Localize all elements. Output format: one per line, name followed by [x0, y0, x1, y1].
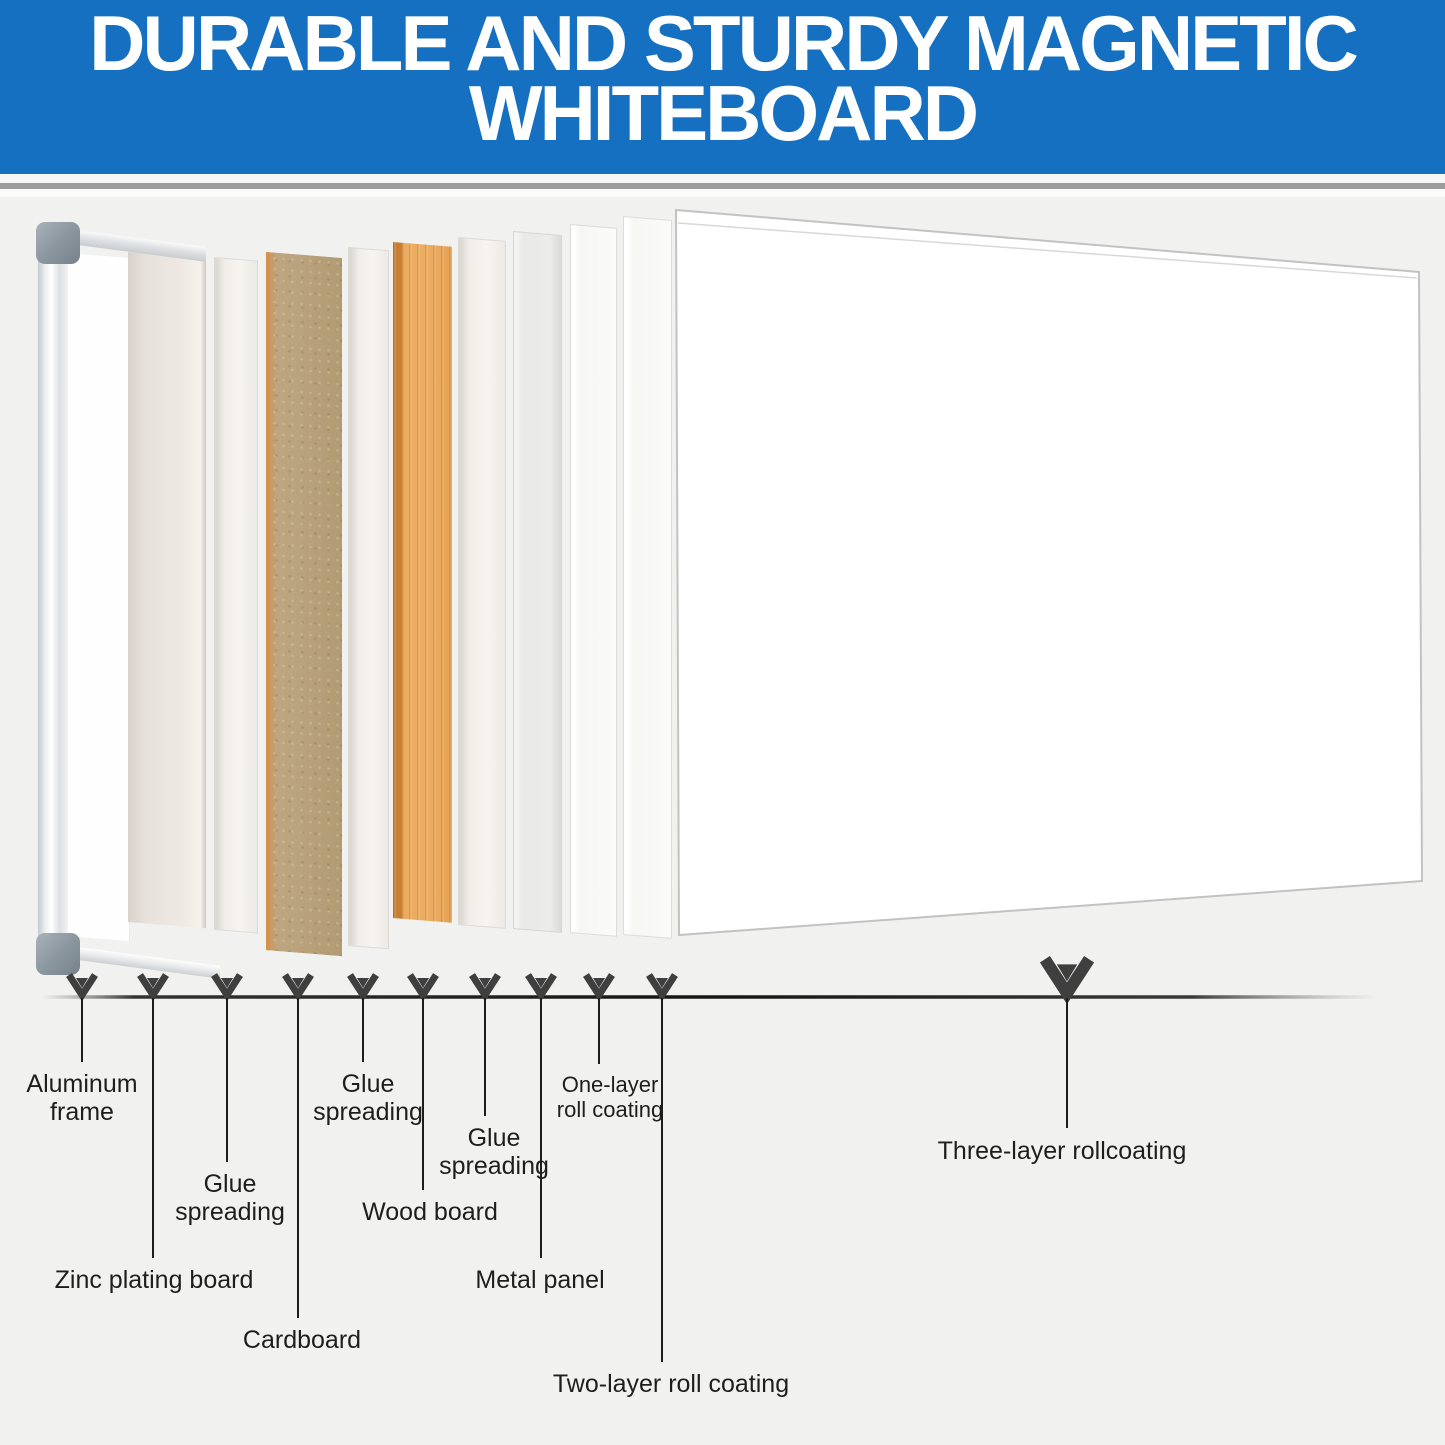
- arrow-down-icon: [472, 975, 498, 995]
- title-line-1: DURABLE AND STURDY MAGNETIC: [89, 0, 1356, 87]
- label-text: One-layer: [561, 1072, 659, 1097]
- title-line-2: WHITEBOARD: [468, 69, 977, 157]
- label-text: Zinc plating board: [54, 1266, 254, 1294]
- label-text: Aluminum: [26, 1070, 138, 1098]
- label-zinc-plating-board: [24, 1266, 284, 1294]
- arrow-down-icon: [285, 975, 311, 995]
- label-text: Glue: [341, 1070, 395, 1098]
- label-text: Wood board: [362, 1198, 498, 1226]
- label-text: frame: [50, 1098, 114, 1126]
- arrow-down-icon: [350, 975, 376, 995]
- arrow-down-icon: [140, 975, 166, 995]
- divider-stripe: [0, 174, 1445, 183]
- label-text: roll coating: [556, 1097, 664, 1122]
- label-glue-spreading-1: [150, 1170, 310, 1226]
- label-text: spreading: [313, 1098, 423, 1126]
- arrow-down-icon: [649, 975, 675, 995]
- label-text: spreading: [175, 1198, 285, 1226]
- label-text: Glue: [467, 1124, 521, 1152]
- label-cardboard: [222, 1326, 382, 1354]
- label-aluminum-frame: [2, 1070, 162, 1126]
- label-text: Three-layer rollcoating: [937, 1137, 1187, 1165]
- label-text: Metal panel: [475, 1266, 605, 1294]
- label-glue-spreading-3: [414, 1124, 574, 1180]
- label-three-layer-rollcoating: [922, 1137, 1202, 1165]
- arrow-down-icon: [69, 975, 95, 995]
- label-text: Two-layer roll coating: [552, 1370, 790, 1398]
- label-text: Cardboard: [242, 1326, 362, 1354]
- label-text: Glue: [203, 1170, 257, 1198]
- label-metal-panel: [440, 1266, 640, 1294]
- label-wood-board: [330, 1198, 530, 1226]
- arrow-down-icon: [410, 975, 436, 995]
- arrow-down-icon: [214, 975, 240, 995]
- label-text: spreading: [439, 1152, 549, 1180]
- arrow-down-icon: [586, 975, 612, 995]
- label-one-layer-roll-coating: [530, 1072, 690, 1122]
- label-glue-spreading-2: [288, 1070, 448, 1126]
- divider-stripe: [0, 189, 1445, 197]
- arrow-down-icon: [528, 975, 554, 995]
- label-two-layer-roll-coating: [536, 1370, 806, 1398]
- header-banner: [0, 0, 1445, 174]
- page-title: [0, 0, 1445, 157]
- arrow-down-icon-large: [1045, 959, 1089, 993]
